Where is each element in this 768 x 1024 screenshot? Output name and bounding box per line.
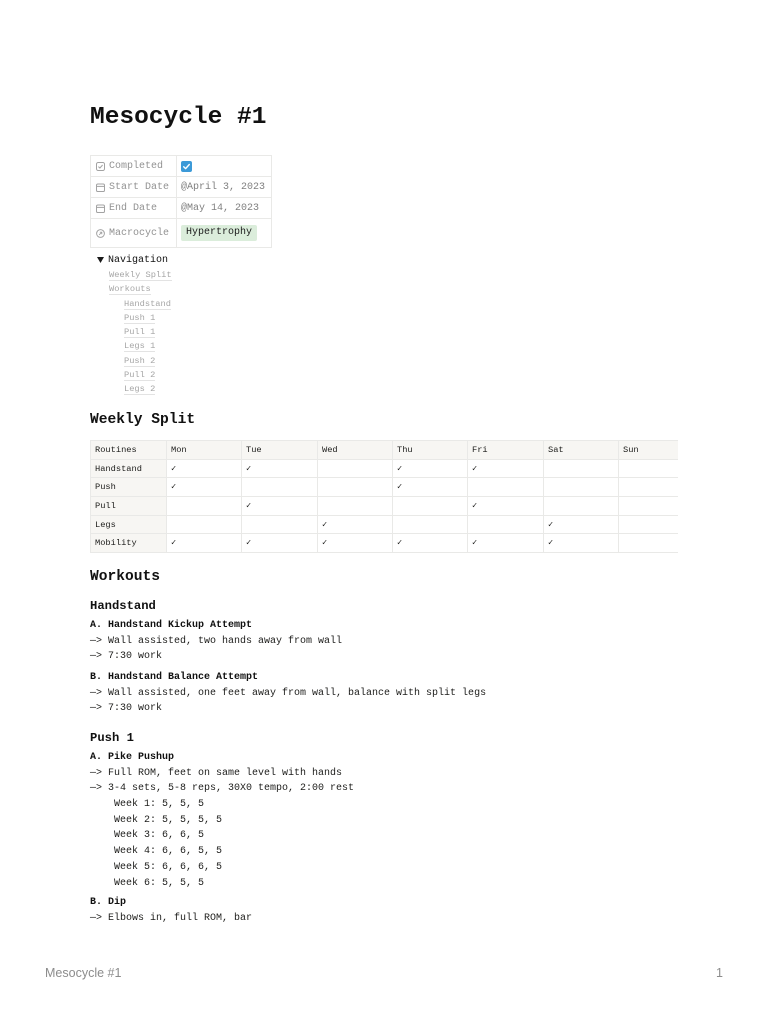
schedule-cell (393, 516, 468, 535)
nav-link-weekly-split[interactable]: Weekly Split (109, 270, 172, 280)
schedule-cell (619, 478, 678, 497)
column-header-wed: Wed (318, 441, 393, 460)
workout-section-title: Handstand (90, 599, 156, 613)
schedule-cell: ✓ (167, 534, 242, 553)
nav-item (109, 354, 172, 368)
footer-document-title: Mesocycle #1 (45, 966, 122, 980)
exercise-block (90, 618, 342, 665)
triangle-down-icon (97, 257, 104, 263)
schedule-cell: ✓ (242, 534, 318, 553)
schedule-cell (468, 516, 544, 535)
schedule-cell (619, 460, 678, 479)
exercise-block (90, 750, 354, 891)
nav-link-legs-2[interactable]: Legs 2 (124, 384, 156, 394)
row-label-legs: Legs (91, 516, 167, 535)
exercise-block (90, 670, 486, 717)
exercise-note: —> Wall assisted, two hands away from wall (90, 635, 343, 647)
exercise-name: A. Handstand Kickup Attempt (90, 620, 253, 631)
macrocycle-tag[interactable]: Hypertrophy (181, 225, 257, 241)
property-value-cell (177, 156, 271, 176)
completed-checkbox (181, 161, 192, 172)
week-scheme: Week 4: 6, 6, 5, 5 (114, 846, 223, 858)
schedule-cell: ✓ (393, 534, 468, 553)
schedule-cell: ✓ (468, 460, 544, 479)
property-value-cell (177, 219, 271, 247)
workouts-heading: Workouts (90, 569, 161, 585)
nav-item (109, 368, 172, 382)
navigation-links (109, 268, 172, 396)
nav-item (109, 282, 172, 296)
schedule-cell (318, 497, 393, 516)
week-scheme: Week 5: 6, 6, 6, 5 (114, 861, 223, 873)
column-header-thu: Thu (393, 441, 468, 460)
row-label-mobility: Mobility (91, 534, 167, 553)
property-value-cell (177, 177, 271, 197)
property-name-cell (91, 219, 177, 247)
nav-item (109, 268, 172, 282)
schedule-cell (167, 516, 242, 535)
end-date-value: @May 14, 2023 (181, 202, 260, 214)
exercise-note: —> Elbows in, full ROM, bar (90, 912, 253, 924)
property-value-cell (177, 198, 271, 218)
column-header-routines: Routines (91, 441, 167, 460)
schedule-cell: ✓ (318, 534, 393, 553)
row-label-push: Push (91, 478, 167, 497)
exercise-note: —> 7:30 work (90, 651, 163, 663)
page-number: 1 (716, 966, 723, 980)
schedule-cell (242, 478, 318, 497)
schedule-cell (318, 460, 393, 479)
column-header-sun: Sun (619, 441, 678, 460)
schedule-cell (167, 497, 242, 516)
schedule-cell (544, 478, 619, 497)
property-label-completed: Completed (109, 160, 164, 172)
schedule-cell: ✓ (318, 516, 393, 535)
weekly-split-table (90, 440, 678, 554)
schedule-cell (468, 478, 544, 497)
nav-link-handstand[interactable]: Handstand (124, 298, 171, 309)
calendar-icon (96, 183, 105, 192)
exercise-note: —> 7:30 work (90, 703, 163, 715)
page-title: Mesocycle #1 (90, 104, 267, 131)
week-scheme: Week 6: 5, 5, 5 (114, 877, 205, 889)
nav-item (109, 297, 172, 311)
nav-item (109, 339, 172, 353)
nav-item (109, 382, 172, 396)
row-label-pull: Pull (91, 497, 167, 516)
exercise-note: —> 3-4 sets, 5-8 reps, 30X0 tempo, 2:00 rest (90, 783, 355, 795)
property-name-cell (91, 156, 177, 176)
column-header-fri: Fri (468, 441, 544, 460)
nav-link-push-1[interactable]: Push 1 (124, 312, 156, 323)
exercise-note: —> Full ROM, feet on same level with hands (90, 767, 343, 779)
schedule-cell: ✓ (242, 460, 318, 479)
schedule-cell (393, 497, 468, 516)
exercise-name: B. Dip (90, 897, 127, 908)
property-name-cell (91, 177, 177, 197)
nav-link-pull-2[interactable]: Pull 2 (124, 369, 156, 380)
navigation-toggle-label: Navigation (108, 254, 169, 266)
week-scheme: Week 3: 6, 6, 5 (114, 830, 205, 842)
schedule-cell (544, 497, 619, 516)
schedule-cell: ✓ (242, 497, 318, 516)
relation-icon (96, 229, 105, 238)
property-label-macrocycle: Macrocycle (109, 227, 170, 239)
schedule-cell (619, 516, 678, 535)
nav-link-pull-1[interactable]: Pull 1 (124, 327, 156, 337)
schedule-cell (544, 460, 619, 479)
schedule-cell: ✓ (393, 478, 468, 497)
property-row-end-date (91, 198, 271, 219)
nav-item (109, 311, 172, 325)
column-header-tue: Tue (242, 441, 318, 460)
schedule-cell: ✓ (468, 497, 544, 516)
property-label-start-date: Start Date (109, 181, 170, 193)
workout-section-title: Push 1 (90, 731, 134, 745)
exercise-name: A. Pike Pushup (90, 752, 175, 763)
schedule-cell (318, 478, 393, 497)
column-header-sat: Sat (544, 441, 619, 460)
property-label-end-date: End Date (109, 202, 158, 214)
schedule-cell: ✓ (167, 478, 242, 497)
properties-table (90, 155, 272, 248)
week-scheme: Week 2: 5, 5, 5, 5 (114, 814, 223, 826)
checkbox-icon (96, 162, 105, 171)
navigation-toggle (97, 253, 168, 267)
column-header-mon: Mon (167, 441, 242, 460)
exercise-name: B. Handstand Balance Attempt (90, 672, 259, 683)
calendar-icon (96, 204, 105, 213)
schedule-cell: ✓ (544, 516, 619, 535)
schedule-cell: ✓ (167, 460, 242, 479)
row-label-handstand: Handstand (91, 460, 167, 479)
schedule-cell: ✓ (544, 534, 619, 553)
exercise-block (90, 895, 252, 926)
nav-item (109, 325, 172, 339)
start-date-value: @April 3, 2023 (181, 181, 266, 193)
schedule-cell: ✓ (393, 460, 468, 479)
nav-link-push-2[interactable]: Push 2 (124, 355, 156, 366)
schedule-cell (619, 497, 678, 516)
exercise-note: —> Wall assisted, one feet away from wall, balance with split legs (90, 687, 487, 699)
property-row-macrocycle (91, 219, 271, 248)
nav-link-workouts[interactable]: Workouts (109, 284, 151, 295)
property-row-completed (91, 156, 271, 177)
property-row-start-date (91, 177, 271, 198)
nav-link-legs-1[interactable]: Legs 1 (124, 341, 156, 352)
week-scheme: Week 1: 5, 5, 5 (114, 799, 205, 811)
weekly-split-heading: Weekly Split (90, 412, 196, 428)
schedule-cell (242, 516, 318, 535)
property-name-cell (91, 198, 177, 218)
schedule-cell (619, 534, 678, 553)
schedule-cell: ✓ (468, 534, 544, 553)
